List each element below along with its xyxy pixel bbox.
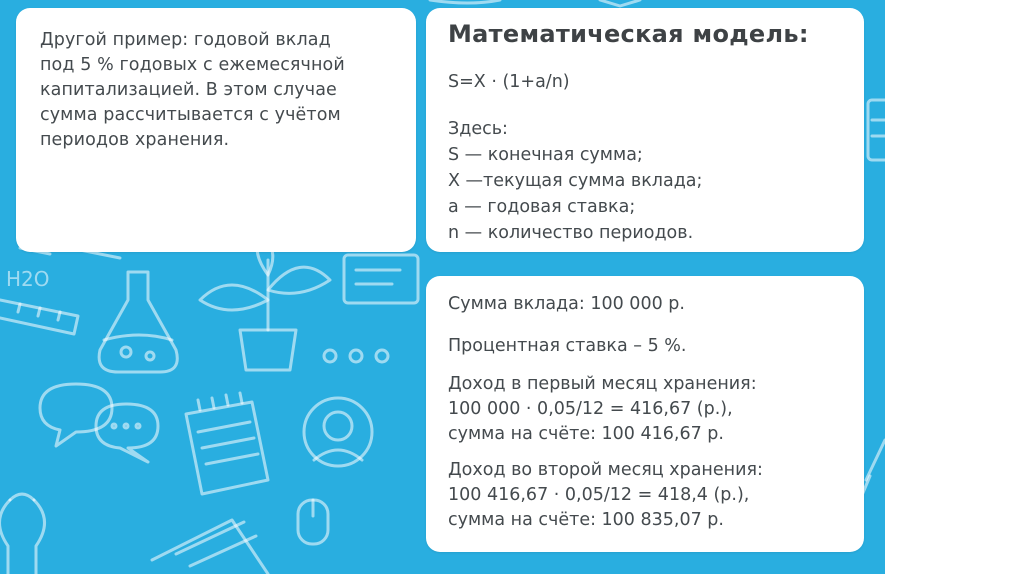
deposit-amount: Сумма вклада: 100 000 р. bbox=[448, 294, 685, 314]
dot-icon bbox=[350, 350, 362, 362]
month-two-calc bbox=[448, 458, 763, 533]
ruler-icon bbox=[0, 300, 78, 334]
intro-line: под 5 % годовых с ежемесячной bbox=[40, 55, 345, 75]
intro-line: Другой пример: годовой вклад bbox=[40, 30, 331, 50]
calc-line: 100 416,67 · 0,05/12 = 418,4 (р.), bbox=[448, 485, 750, 505]
dot-icon bbox=[324, 350, 336, 362]
legend-item: a — годовая ставка; bbox=[448, 197, 636, 217]
h2o-doodle: H2O bbox=[6, 267, 50, 291]
legend-item: n — количество периодов. bbox=[448, 223, 694, 243]
avatar-doodle-icon bbox=[304, 398, 372, 466]
calc-line: 100 000 · 0,05/12 = 416,67 (р.), bbox=[448, 399, 733, 419]
intro-text bbox=[40, 28, 400, 153]
intro-card bbox=[16, 8, 416, 252]
model-formula: S=X · (1+a/n) bbox=[448, 72, 570, 92]
chat-bubbles-icon bbox=[40, 384, 158, 462]
keyboard-icon bbox=[152, 520, 268, 574]
flask-icon bbox=[99, 272, 177, 372]
calc-line: Доход в первый месяц хранения: bbox=[448, 374, 757, 394]
example-card bbox=[426, 276, 864, 552]
legend-heading: Здесь: bbox=[448, 119, 508, 139]
monitor-icon bbox=[344, 255, 418, 303]
notepad-icon bbox=[186, 393, 268, 494]
intro-line: капитализацией. В этом случае bbox=[40, 80, 337, 100]
month-one-calc bbox=[448, 372, 757, 447]
calc-line: Доход во второй месяц хранения: bbox=[448, 460, 763, 480]
model-legend bbox=[448, 116, 702, 246]
dot-icon bbox=[376, 350, 388, 362]
intro-line: периодов хранения. bbox=[40, 130, 230, 150]
model-card bbox=[426, 8, 864, 252]
lightbulb-icon bbox=[0, 494, 45, 574]
calc-line: сумма на счёте: 100 416,67 р. bbox=[448, 424, 724, 444]
mouse-icon bbox=[298, 500, 328, 544]
clipboard-icon bbox=[868, 100, 885, 160]
interest-rate: Процентная ставка – 5 %. bbox=[448, 336, 687, 356]
model-title: Математическая модель: bbox=[448, 20, 809, 48]
plant-icon bbox=[200, 236, 330, 370]
legend-item: X —текущая сумма вклада; bbox=[448, 171, 703, 191]
legend-item: S — конечная сумма; bbox=[448, 145, 643, 165]
calc-line: сумма на счёте: 100 835,07 р. bbox=[448, 510, 724, 530]
intro-line: сумма рассчитывается с учётом bbox=[40, 105, 341, 125]
